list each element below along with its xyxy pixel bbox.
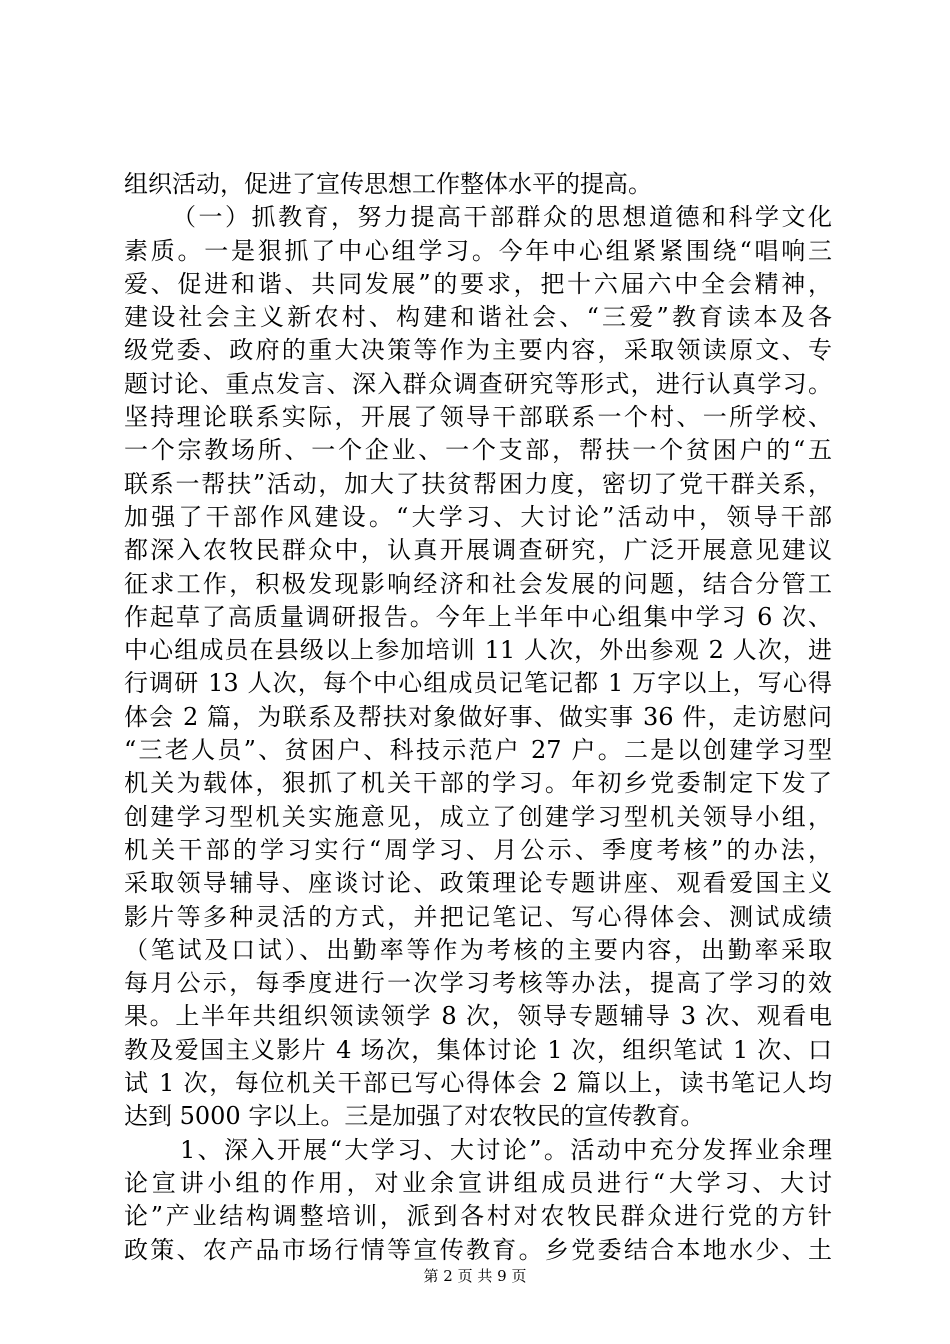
- text-line: 加强了干部作风建设。“大学习、大讨论”活动中，领导干部: [124, 502, 832, 531]
- document-body: [124, 168, 832, 1267]
- text-line: （一）抓教育，努力提高干部群众的思想道德和科学文化: [172, 203, 832, 232]
- text-line: 论”产业结构调整培训，派到各村对农牧民群众进行党的方针: [124, 1202, 832, 1231]
- text-line: 爱、促进和谐、共同发展”的要求，把十六届六中全会精神，: [124, 269, 832, 298]
- text-line: 政策、农产品市场行情等宣传教育。乡党委结合本地水少、土: [124, 1235, 832, 1264]
- text-line: 每月公示，每季度进行一次学习考核等办法，提高了学习的效: [124, 969, 832, 998]
- text-line: 机关干部的学习实行“周学习、月公示、季度考核”的办法，: [124, 835, 832, 864]
- text-line: 创建学习型机关实施意见，成立了创建学习型机关领导小组，: [124, 802, 832, 831]
- text-line: 坚持理论联系实际，开展了领导干部联系一个村、一所学校、: [124, 403, 832, 432]
- text-line: 征求工作，积极发现影响经济和社会发展的问题，结合分管工: [124, 569, 832, 598]
- text-line: 联系一帮扶”活动，加大了扶贫帮困力度，密切了党干群关系，: [124, 469, 832, 498]
- text-line: “三老人员”、贫困户、科技示范户 27 户。二是以创建学习型: [124, 736, 832, 765]
- text-line: 行调研 13 人次，每个中心组成员记笔记都 1 万字以上，写心得: [124, 669, 832, 698]
- text-line: 教及爱国主义影片 4 场次，集体讨论 1 次，组织笔试 1 次、口: [124, 1035, 832, 1064]
- text-line: 影片等多种灵活的方式，并把记笔记、写心得体会、测试成绩: [124, 902, 832, 931]
- text-line: 一个宗教场所、一个企业、一个支部，帮扶一个贫困户的“五: [124, 436, 832, 465]
- text-line: 1、深入开展“大学习、大讨论”。活动中充分发挥业余理: [180, 1135, 832, 1164]
- page-indicator: 第 2 页 共 9 页: [423, 1267, 527, 1285]
- text-line: 论宣讲小组的作用，对业余宣讲组成员进行“大学习、大讨: [124, 1168, 832, 1197]
- text-line: 果。上半年共组织领读领学 8 次，领导专题辅导 3 次、观看电: [124, 1002, 832, 1031]
- text-line: 作起草了高质量调研报告。今年上半年中心组集中学习 6 次、: [124, 602, 832, 631]
- text-line: （笔试及口试）、出勤率等作为考核的主要内容，出勤率采取: [124, 935, 832, 964]
- text-line: 组织活动，促进了宣传思想工作整体水平的提高。: [124, 170, 652, 198]
- text-line: 采取领导辅导、座谈讨论、政策理论专题讲座、观看爱国主义: [124, 869, 832, 898]
- text-line: 建设社会主义新农村、构建和谐社会、“三爱”教育读本及各: [124, 303, 832, 332]
- text-line: 题讨论、重点发言、深入群众调查研究等形式，进行认真学习。: [124, 369, 832, 398]
- text-line: 体会 2 篇，为联系及帮扶对象做好事、做实事 36 件，走访慰问: [124, 702, 832, 731]
- text-line: 中心组成员在县级以上参加培训 11 人次，外出参观 2 人次，进: [124, 636, 832, 665]
- text-line: 都深入农牧民群众中，认真开展调查研究，广泛开展意见建议: [124, 536, 832, 565]
- page-footer: [0, 1266, 950, 1286]
- text-line: 机关为载体，狠抓了机关干部的学习。年初乡党委制定下发了: [124, 769, 832, 798]
- text-line: 达到 5000 字以上。三是加强了对农牧民的宣传教育。: [124, 1102, 705, 1131]
- text-line: 试 1 次，每位机关干部已写心得体会 2 篇以上，读书笔记人均: [124, 1069, 832, 1098]
- text-line: 素质。一是狠抓了中心组学习。今年中心组紧紧围绕“唱响三: [124, 236, 832, 265]
- text-line: 级党委、政府的重大决策等作为主要内容，采取领读原文、专: [124, 336, 832, 365]
